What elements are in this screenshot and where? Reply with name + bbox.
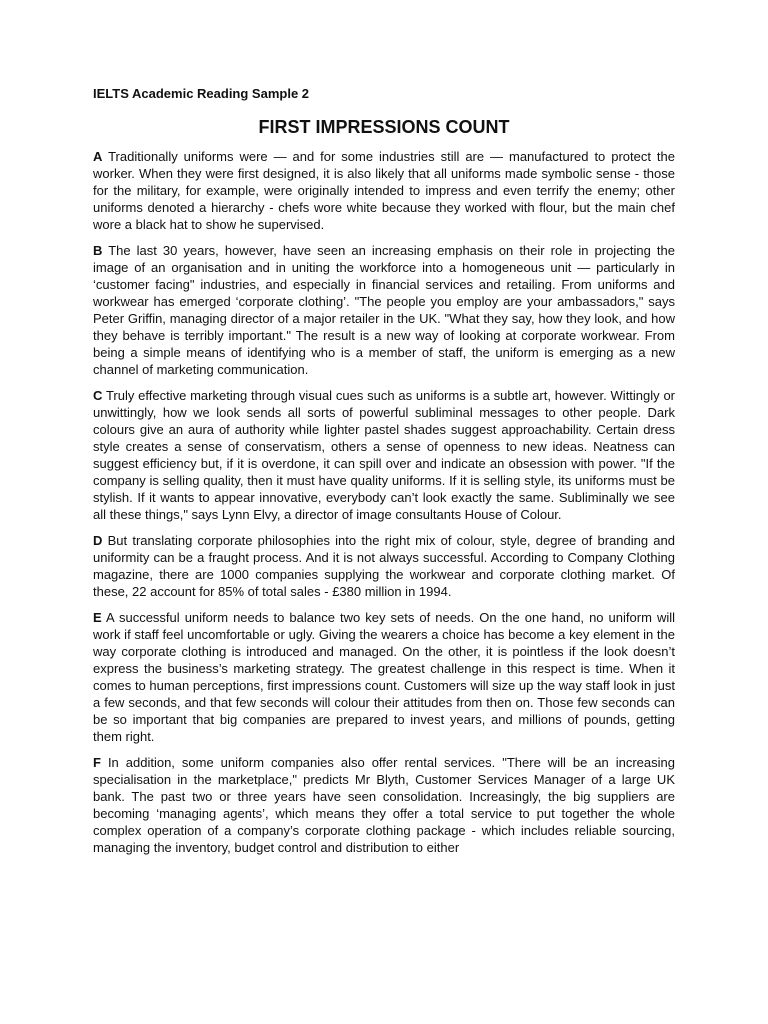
document-header: IELTS Academic Reading Sample 2 [93,86,310,101]
paragraph-letter: A [93,149,103,164]
paragraph-text: In addition, some uniform companies also offer rental services. "There will be an increasing specialisation in the marketplace," predicts Mr Blyth, Customer Services Manager of a large UK bank. The past two or three years have seen consolidation. Increasingly, the big suppliers are becoming ‘managing agents’, which means they offer a total service to put together the whole complex operation of a company’s corporate clothing package - which includes reliable sourcing, managing the inventory, budget control and distribution to either [93,755,675,855]
document-title: FIRST IMPRESSIONS COUNT [258,117,510,137]
paragraph-text: But translating corporate philosophies into the right mix of colour, style, degree of branding and uniformity can be a fraught process. And it is not always successful. According to Company Clothing magazine, there are 1000 companies supplying the workwear and corporate clothing market. Of these, 22 account for 85% of total sales - £380 million in 1994. [93,533,675,599]
paragraph-letter: E [93,610,102,625]
paragraph-letter: B [93,243,103,258]
paragraph-a [93,148,675,233]
paragraph-e [93,609,675,745]
paragraph-letter: D [93,533,103,548]
paragraph-text: Truly effective marketing through visual cues such as uniforms is a subtle art, however. Wittingly or unwittingly, how we look sends all sorts of powerful subliminal messages to other people. Dark colours give an aura of authority while lighter pastel shades suggest approachability. Certain dress style creates a sense of conservatism, others a sense of openness to new ideas. Neatness can suggest efficiency but, if it is overdone, it can spill over and indicate an obsession with power. "If the company is selling quality, then it must have quality uniforms. If it is selling style, its uniforms must be stylish. If it wants to appear innovative, everybody can’t look exactly the same. Subliminally we see all these things," says Lynn Elvy, a director of image consultants House of Colour. [93,388,675,522]
paragraph-c [93,387,675,523]
paragraph-letter: F [93,755,101,770]
paragraph-d [93,532,675,600]
paragraph-b [93,242,675,378]
paragraph-text: A successful uniform needs to balance two key sets of needs. On the one hand, no uniform will work if staff feel uncomfortable or ugly. Giving the wearers a choice has become a key element in the way corporate clothing is introduced and managed. On the other, it is pointless if the look doesn’t express the business’s marketing strategy. The greatest challenge in this respect is time. When it comes to human perceptions, first impressions count. Customers will size up the way staff look in just a few seconds, and that few seconds will colour their attitudes from then on. Those few seconds can be so important that big companies are prepared to invest years, and millions of pounds, getting them right. [93,610,675,744]
document-page [93,86,675,865]
paragraph-text: The last 30 years, however, have seen an increasing emphasis on their role in projecting the image of an organisation and in uniting the workforce into a homogeneous unit — particularly in ‘customer facing" industries, and especially in financial services and retailing. From uniforms and workwear has emerged ‘corporate clothing’. "The people you employ are your ambassadors," says Peter Griffin, managing director of a major retailer in the UK. "What they say, how they look, and how they behave is terribly important." The result is a new way of looking at corporate workwear. From being a simple means of identifying who is a member of staff, the uniform is emerging as a new channel of marketing communication. [93,243,675,377]
paragraph-text: Traditionally uniforms were — and for some industries still are — manufactured to protect the worker. When they were first designed, it is also likely that all uniforms made symbolic sense - those for the military, for example, were originally intended to impress and even terrify the enemy; other uniforms denoted a hierarchy - chefs wore white because they worked with flour, but the main chef wore a black hat to show he supervised. [93,149,675,232]
paragraph-letter: C [93,388,103,403]
paragraph-f [93,754,675,856]
